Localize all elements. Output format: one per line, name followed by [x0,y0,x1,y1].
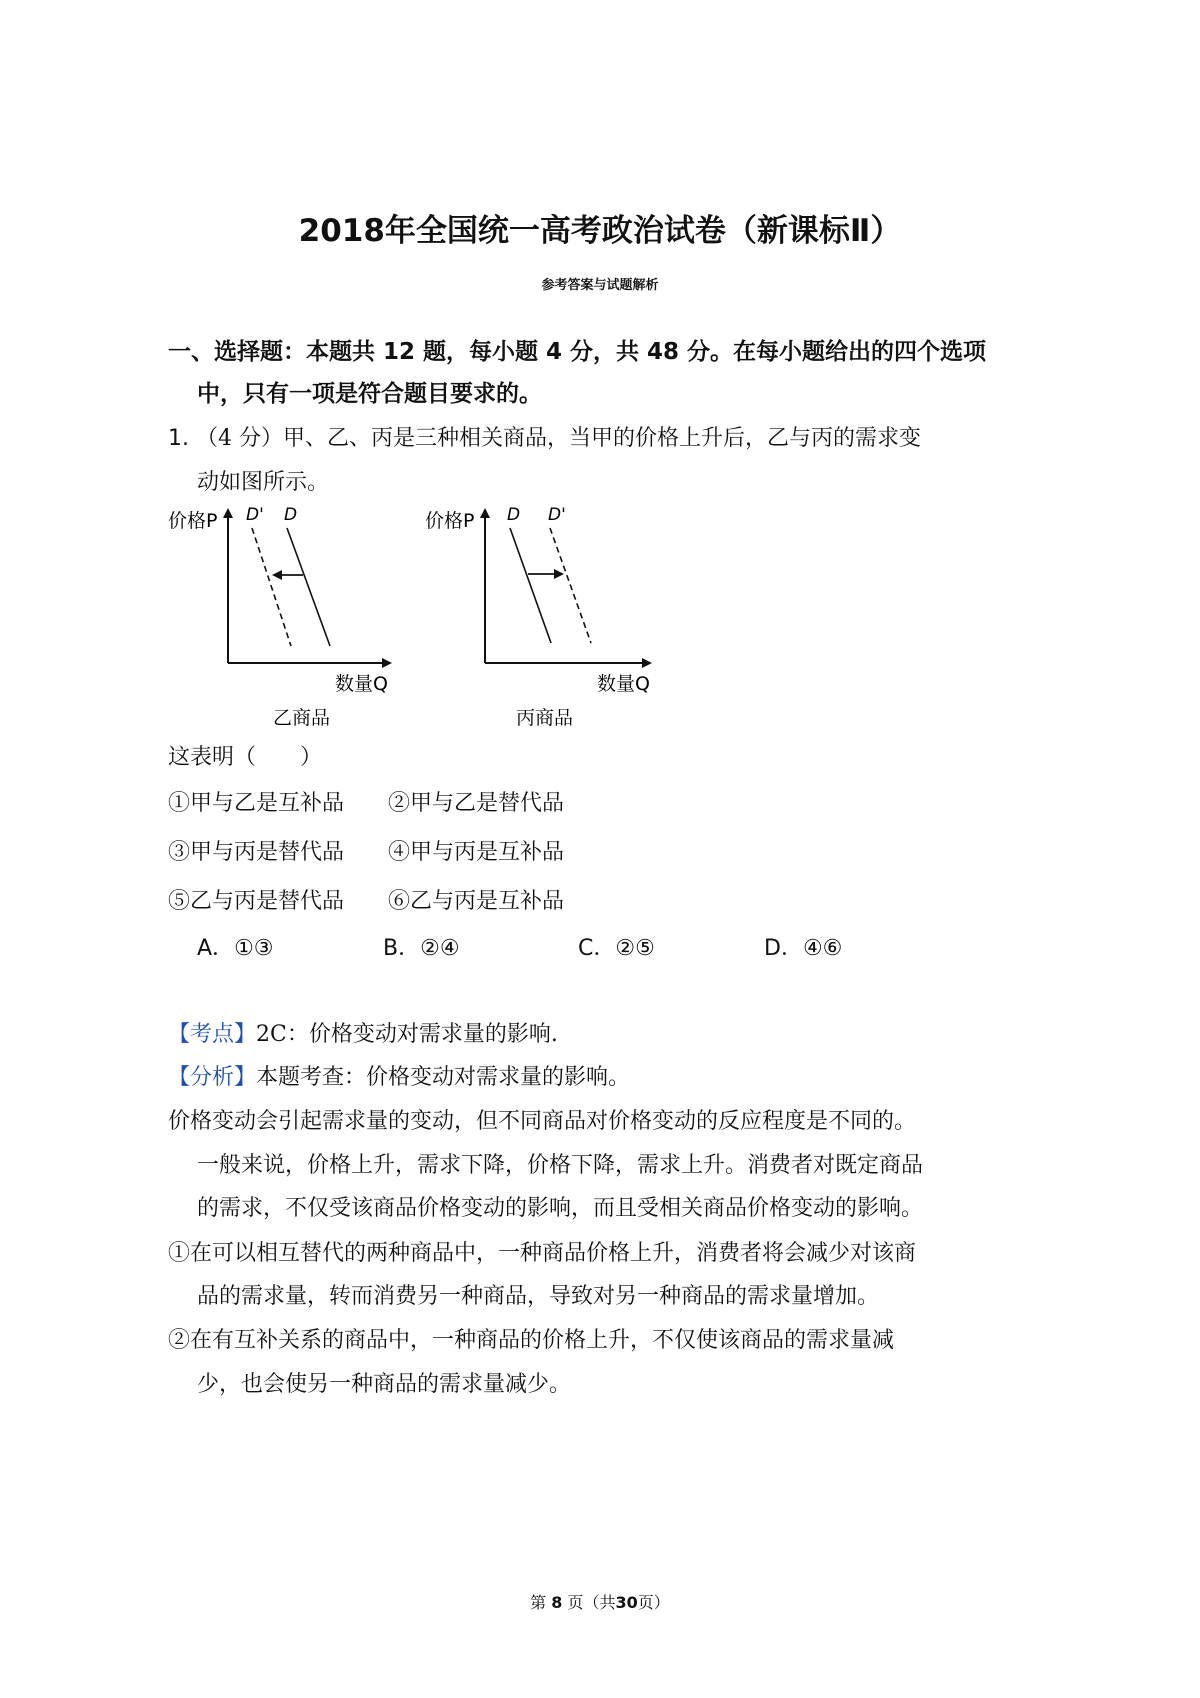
fenxi-text: 本题考查：价格变动对需求量的影响。 [256,1065,631,1090]
left-curve-original [287,528,330,646]
right-chart [425,505,650,729]
statement-1: ①甲与乙是互补品 [168,791,345,816]
question-number: 1. [168,426,189,451]
option-b-letter: B． [383,936,421,961]
statement-3: ③甲与丙是替代品 [168,840,345,865]
footer-page-number: 8 [551,1593,563,1612]
analysis-para2-line1: ①在可以相互替代的两种商品中，一种商品价格上升，消费者将会减少对该商 [168,1241,917,1266]
right-y-label: 价格P [425,510,475,532]
footer-middle: 页（共 [567,1593,616,1612]
right-caption: 丙商品 [516,707,574,729]
left-curve-shifted [252,528,291,646]
left-x-label: 数量Q [335,673,388,695]
analysis-para2-line2: 品的需求量，转而消费另一种商品，导致对另一种商品的需求量增加。 [197,1284,880,1309]
fenxi-tag: 【分析】 [168,1065,257,1090]
right-curve-shifted-label: D' [548,505,566,525]
option-d [764,931,842,962]
left-curve-original-label: D [284,505,298,525]
analysis-para1-line1: 价格变动会引起需求量的变动，但不同商品对价格变动的反应程度是不同的。 [168,1109,917,1134]
option-c [578,931,655,962]
option-b [383,931,460,962]
right-curve-shifted [550,528,591,643]
page-title: 2018年全国统一高考政治试卷（新课标Ⅱ） [298,213,902,249]
demand-shift-figure [160,498,680,733]
option-a [197,931,274,962]
statement-4: ④甲与丙是互补品 [388,840,565,865]
option-d-text: ④⑥ [802,936,843,961]
option-c-letter: C． [578,936,616,961]
analysis-para1-line2: 一般来说，价格上升，需求下降，价格下降，需求上升。消费者对既定商品 [197,1153,924,1178]
kaodian-tag: 【考点】 [168,1022,257,1047]
footer-suffix: 页） [637,1593,670,1612]
analysis-para3-line1: ②在有互补关系的商品中，一种商品的价格上升，不仅使该商品的需求量减 [168,1328,895,1353]
right-curve-original [510,528,551,643]
section-heading-line2: 中，只有一项是符合题目要求的。 [197,381,542,407]
right-x-label: 数量Q [597,673,650,695]
fenxi-line [168,1060,630,1091]
statement-2: ②甲与乙是替代品 [388,791,565,816]
page-footer [0,1590,1200,1613]
statement-5: ⑤乙与丙是替代品 [168,889,345,914]
left-caption: 乙商品 [273,707,331,729]
question-prompt: 这表明（ ） [168,745,323,770]
left-curve-shifted-label: D' [246,505,264,525]
question-stem-line1: （4 分）甲、乙、丙是三种相关商品，当甲的价格上升后，乙与丙的需求变 [196,426,921,451]
option-a-letter: A． [197,936,235,961]
analysis-para3-line2: 少，也会使另一种商品的需求量减少。 [197,1372,572,1397]
left-chart [168,505,390,729]
section-heading-line1: 一、选择题：本题共 12 题，每小题 4 分，共 48 分。在每小题给出的四个选项 [168,339,987,365]
kaodian-text: 2C：价格变动对需求量的影响. [256,1022,558,1047]
statement-6: ⑥乙与丙是互补品 [388,889,565,914]
page-subtitle: 参考答案与试题解析 [541,278,659,293]
option-d-letter: D． [764,936,803,961]
option-b-text: ②④ [420,936,460,961]
analysis-para1-line3: 的需求，不仅受该商品价格变动的影响，而且受相关商品价格变动的影响。 [197,1196,924,1221]
footer-prefix: 第 [530,1593,547,1612]
footer-total-pages: 30 [615,1593,638,1612]
question-stem [168,421,921,452]
left-y-label: 价格P [168,510,218,532]
right-curve-original-label: D [507,505,521,525]
kaodian-line [168,1017,558,1048]
option-a-text: ①③ [234,936,274,961]
question-stem-line2: 动如图所示。 [197,470,330,495]
option-c-text: ②⑤ [615,936,655,961]
